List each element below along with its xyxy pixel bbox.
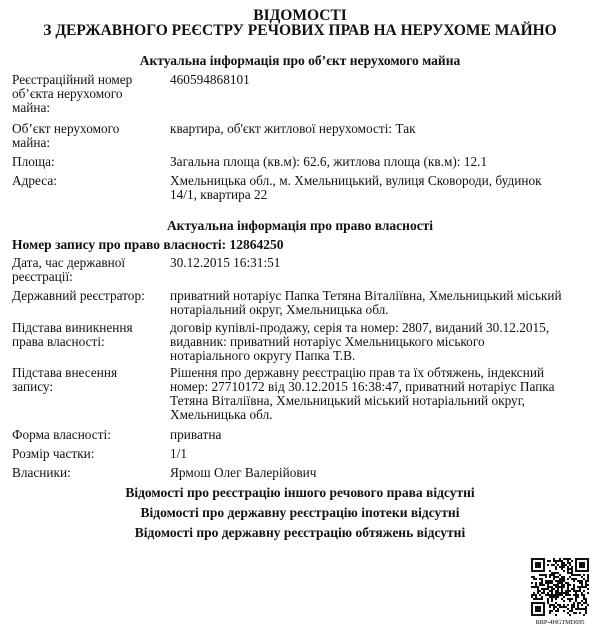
notice-encumbrances-absent: Відомості про державну реєстрацію обтяжень відсутні bbox=[134, 525, 466, 540]
field-label: Державний реєстратор: bbox=[12, 288, 145, 303]
field-label: Власники: bbox=[12, 465, 71, 480]
field-value: 460594868101 bbox=[170, 72, 250, 87]
field-value: Рішення про державну реєстрацію прав та їх обтяжень, індексний номер: 27710172 від 30.12.2015 16:38:47, приватний нотаріус Папка Тетяна Віталіївна, Хмельницький міський нотаріальний округ, Хмельницька обл. bbox=[170, 365, 555, 422]
document-title-line1: ВІДОМОСТІ bbox=[253, 7, 347, 24]
field-label: Адреса: bbox=[12, 173, 57, 188]
field-value: приватна bbox=[170, 427, 222, 442]
field-value: Хмельницька обл., м. Хмельницький, вулиця Сковороди, будинок 14/1, квартира 22 bbox=[170, 173, 542, 202]
field-label: Об’єкт нерухомого майна: bbox=[12, 121, 120, 150]
document-title-line2: З ДЕРЖАВНОГО РЕЄСТРУ РЕЧОВИХ ПРАВ НА НЕРУХОМЕ МАЙНО bbox=[43, 22, 557, 39]
field-value: 1/1 bbox=[170, 446, 187, 461]
field-value: договір купівлі-продажу, серія та номер: 2807, виданий 30.12.2015, видавник: приватний нотаріус Хмельницького міського нотаріального округу Папка Т.В. bbox=[170, 320, 550, 363]
field-value: Ярмош Олег Валерійович bbox=[170, 465, 317, 480]
notice-mortgage-absent: Відомості про державну реєстрацію іпотеки відсутні bbox=[140, 505, 460, 520]
notice-other-rights-absent: Відомості про реєстрацію іншого речового права відсутні bbox=[125, 485, 475, 500]
ownership-record-number: Номер запису про право власності: 12864250 bbox=[12, 237, 284, 252]
field-label: Площа: bbox=[12, 154, 55, 169]
field-label: Форма власності: bbox=[12, 427, 111, 442]
document-code: RRP-4HGTMD695 bbox=[535, 619, 585, 626]
field-label: Підстава внесення запису: bbox=[12, 365, 118, 394]
field-value: квартира, об'єкт житлової нерухомості: Так bbox=[170, 121, 416, 136]
field-value: Загальна площа (кв.м): 62.6, житлова площа (кв.м): 12.1 bbox=[170, 154, 488, 169]
property-section-title: Актуальна інформація про об’єкт нерухомого майна bbox=[139, 53, 461, 68]
ownership-section-title: Актуальна інформація про право власності bbox=[166, 218, 434, 233]
field-label: Реєстраційний номер об’єкта нерухомого майна: bbox=[12, 72, 133, 115]
field-label: Дата, час державної реєстрації: bbox=[12, 255, 126, 284]
field-label: Розмір частки: bbox=[12, 446, 95, 461]
field-label: Підстава виникнення права власності: bbox=[12, 320, 133, 349]
field-value: приватний нотаріус Папка Тетяна Віталіївна, Хмельницький міський нотаріальний округ, Хмельницька обл. bbox=[170, 288, 562, 317]
qr-code-icon bbox=[531, 558, 589, 616]
field-value: 30.12.2015 16:31:51 bbox=[170, 255, 281, 270]
